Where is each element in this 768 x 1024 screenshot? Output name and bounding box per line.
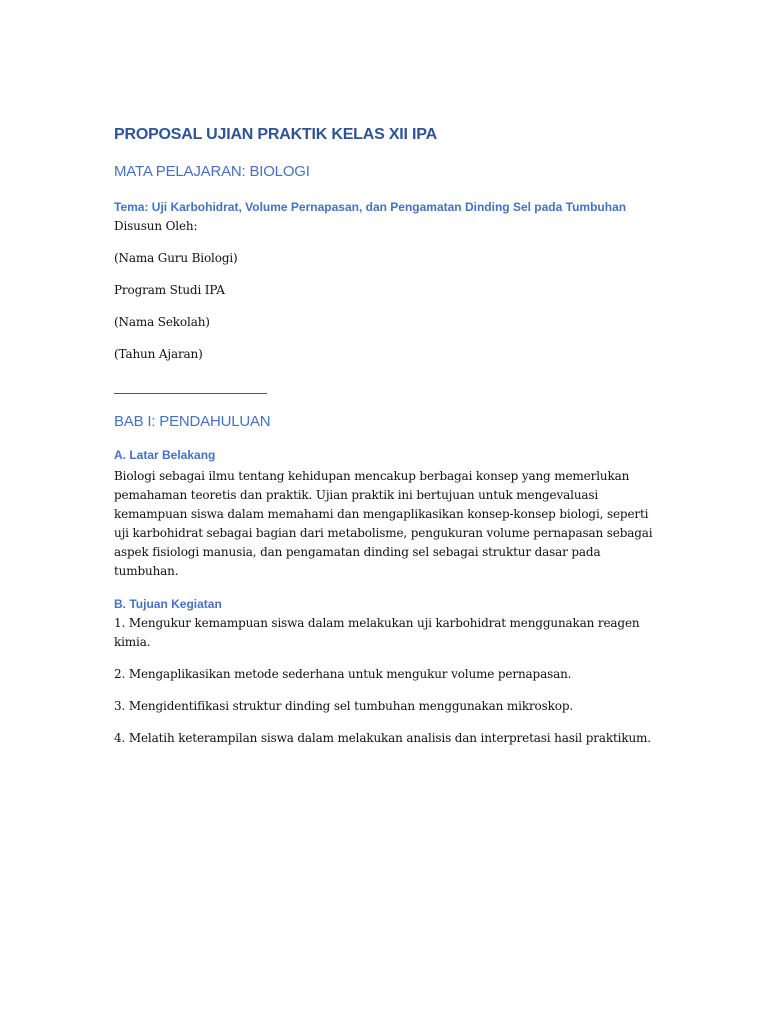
paragraph-line: aspek fisiologi manusia, dan pengamatan dinding sel sebagai struktur dasar pada — [114, 545, 601, 559]
paragraph-line: pemahaman teoretis dan praktik. Ujian praktik ini bertujuan untuk mengevaluasi — [114, 488, 599, 502]
academic-year: (Tahun Ajaran) — [114, 347, 203, 361]
theme-heading: Tema: Uji Karbohidrat, Volume Pernapasan, dan Pengamatan Dinding Sel pada Tumbuhan — [114, 200, 627, 214]
goal-item-2: 2. Mengaplikasikan metode sederhana untuk mengukur volume pernapasan. — [114, 667, 572, 681]
chapter-heading: BAB I: PENDAHULUAN — [114, 413, 271, 430]
section-b-heading: B. Tujuan Kegiatan — [114, 597, 222, 611]
goal-item-3: 3. Mengidentifikasi struktur dinding sel tumbuhan menggunakan mikroskop. — [114, 699, 574, 713]
paragraph-line: Biologi sebagai ilmu tentang kehidupan mencakup berbagai konsep yang memerlukan — [114, 469, 630, 483]
subject-heading: MATA PELAJARAN: BIOLOGI — [114, 163, 310, 180]
teacher-name: (Nama Guru Biologi) — [114, 251, 238, 265]
divider-line — [114, 393, 267, 394]
school-name: (Nama Sekolah) — [114, 315, 210, 329]
section-a-heading: A. Latar Belakang — [114, 448, 216, 462]
author-label: Disusun Oleh: — [114, 219, 198, 233]
paragraph-line: uji karbohidrat sebagai bagian dari metabolisme, pengukuran volume pernapasan sebagai — [114, 526, 653, 540]
goal-item-4: 4. Melatih keterampilan siswa dalam melakukan analisis dan interpretasi hasil praktikum. — [114, 731, 651, 745]
paragraph-line: tumbuhan. — [114, 564, 179, 578]
study-program: Program Studi IPA — [114, 283, 225, 297]
goal-item-1: 1. Mengukur kemampuan siswa dalam melakukan uji karbohidrat menggunakan reagen — [114, 616, 640, 630]
document-title: PROPOSAL UJIAN PRAKTIK KELAS XII IPA — [114, 126, 437, 143]
paragraph-line: kemampuan siswa dalam memahami dan mengaplikasikan konsep-konsep biologi, seperti — [114, 507, 649, 521]
goal-item-1-cont: kimia. — [114, 635, 151, 649]
